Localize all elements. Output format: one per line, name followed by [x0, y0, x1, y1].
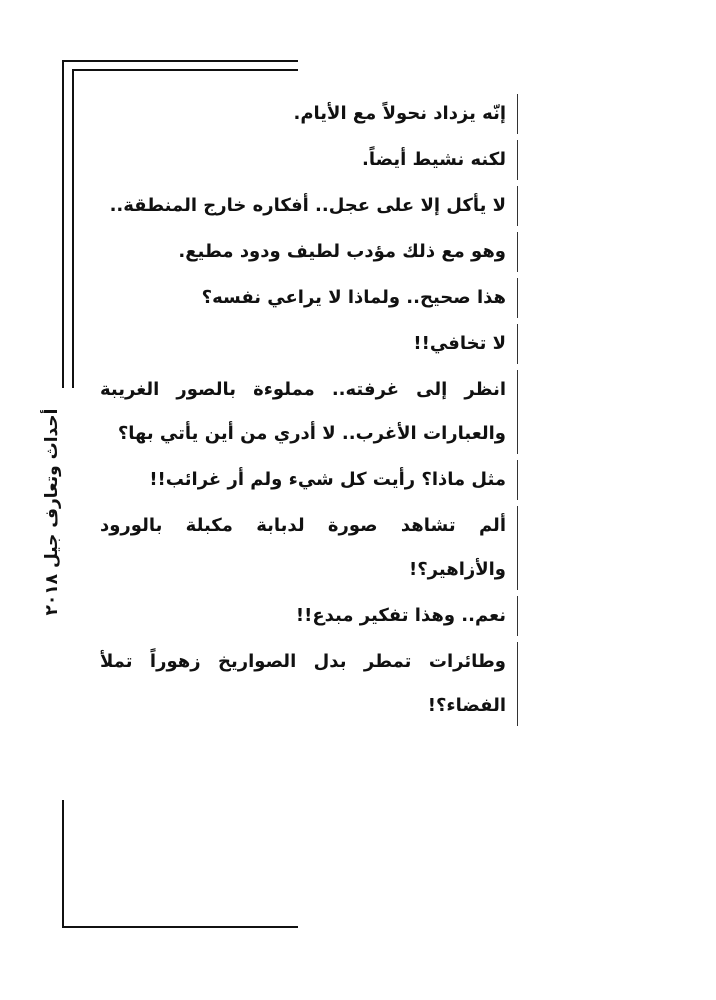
dialogue-line	[100, 138, 518, 182]
frame-top-outer-line	[62, 60, 298, 62]
frame-left-outer-line	[62, 60, 64, 388]
dialogue-line	[100, 640, 518, 728]
dialogue-line	[100, 322, 518, 366]
dialogue-line-text: لكنه نشيط أيضاً.	[362, 149, 506, 170]
dialogue-line-text: لا تخافي!!	[413, 333, 506, 354]
dialogue-line	[100, 368, 518, 456]
dialogue-line-text: نعم.. وهذا تفكير مبدع!!	[295, 605, 506, 626]
dialogue-line-text: إنّه يزداد نحولاً مع الأيام.	[293, 103, 506, 124]
running-header: أحداث وتعارف جيل ٢٠١٨	[42, 408, 62, 616]
dialogue-line-text: هذا صحيح.. ولماذا لا يراعي نفسه؟	[201, 287, 506, 308]
dialogue-line-text: انظر إلى غرفته.. مملوءة بالصور الغريبة والعبارات الأغرب.. لا أدري من أين يأتي بها؟	[100, 379, 506, 444]
dialogue-text	[100, 92, 518, 730]
dialogue-line	[100, 184, 518, 228]
frame-bottom-line	[62, 926, 298, 928]
dialogue-line-text: وطائرات تمطر بدل الصواريخ زهوراً تملأ الفضاء؟!	[100, 651, 506, 716]
dialogue-line-text: مثل ماذا؟ رأيت كل شيء ولم أر غرائب!!	[149, 469, 506, 490]
dialogue-line-text: وهو مع ذلك مؤدب لطيف ودود مطيع.	[178, 241, 506, 262]
dialogue-line	[100, 92, 518, 136]
dialogue-line	[100, 276, 518, 320]
dialogue-line	[100, 594, 518, 638]
frame-bottom-left-line	[62, 800, 64, 928]
frame-left-inner-line	[72, 69, 74, 388]
dialogue-line	[100, 230, 518, 274]
frame-top-inner-line	[72, 69, 298, 71]
dialogue-line-text: لا يأكل إلا على عجل.. أفكاره خارج المنطقة..	[109, 195, 506, 216]
dialogue-line-text: ألم تشاهد صورة لدبابة مكبلة بالورود والأزاهير؟!	[100, 515, 506, 580]
dialogue-line	[100, 504, 518, 592]
dialogue-line	[100, 458, 518, 502]
